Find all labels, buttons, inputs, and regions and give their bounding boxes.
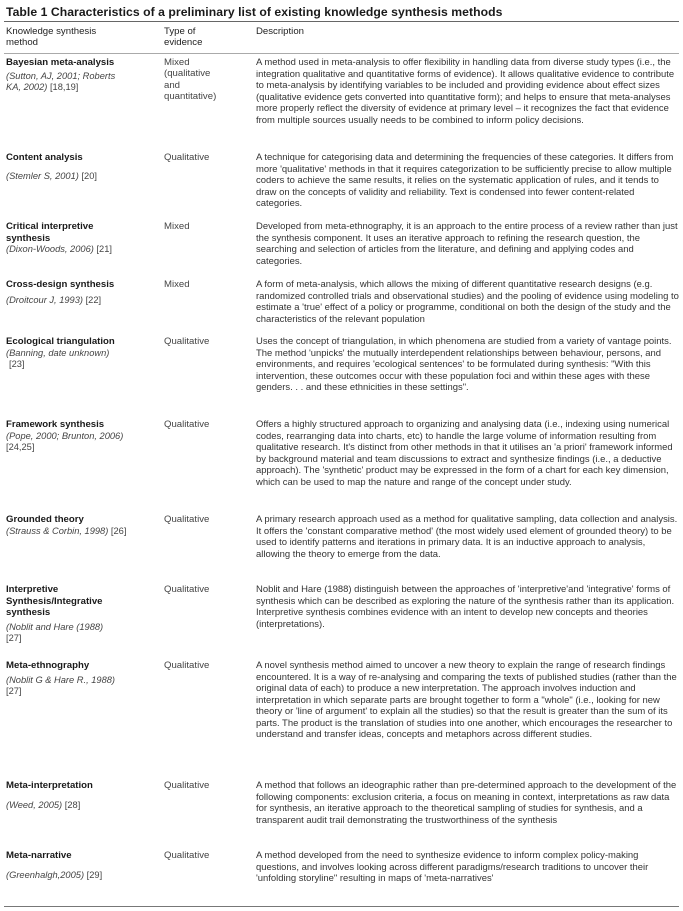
description-cell: A method developed from the need to synthesize evidence to inform complex policy-making questions, and involves looking across different paradigms/research traditions to uncover their 'unfolding storyline" resulting in maps of 'meta-narratives' bbox=[256, 850, 649, 884]
description-cell: Noblit and Hare (1988) distinguish between the approaches of 'interpretive'and 'integrative' forms of synthesis which can be described as exploring the nature of the synthesis rather than its application. Interpretive synthesis combines evidence with an intent to develop new concepts and theories (interpretations). bbox=[256, 584, 675, 630]
reference-number: [23] bbox=[9, 359, 25, 369]
bottom-rule bbox=[4, 906, 679, 907]
table-title: Table 1 Characteristics of a preliminary list of existing knowledge synthesis methods bbox=[6, 5, 503, 19]
method-cell bbox=[6, 850, 156, 881]
reference-number: [22] bbox=[85, 294, 102, 305]
description-cell: Uses the concept of triangulation, in which phenomena are studied from a variety of vantage points. The method 'unpicks' the mutually interdependent relationships between behaviour, persons, and environments, and requires 'ecological sentences' to be formulated during synthesis: "With this intervention, these outcomes occur with these population foci and within these ages with these genders. . . and these ethnicities in these settings". bbox=[256, 336, 672, 393]
method-reference bbox=[6, 870, 156, 882]
reference-number: [24,25] bbox=[6, 442, 35, 452]
method-name: Content analysis bbox=[6, 152, 83, 163]
method-name: Grounded theory bbox=[6, 514, 84, 525]
evidence-cell: Qualitative bbox=[164, 660, 210, 671]
method-name: Meta-ethnography bbox=[6, 660, 90, 671]
reference-number: [28] bbox=[64, 799, 81, 810]
reference-authors: (Noblit G & Hare R., 1988) bbox=[6, 674, 116, 685]
reference-authors: (Noblit and Hare (1988) bbox=[6, 621, 104, 632]
method-reference bbox=[6, 244, 146, 256]
method-reference bbox=[6, 348, 156, 371]
header-evidence-line2: evidence bbox=[164, 37, 203, 49]
reference-number: [27] bbox=[6, 633, 22, 643]
evidence-cell: Qualitative bbox=[164, 850, 210, 861]
method-cell bbox=[6, 279, 156, 306]
header-evidence bbox=[164, 26, 244, 49]
evidence-cell: Qualitative bbox=[164, 152, 210, 163]
evidence-cell: Mixed bbox=[164, 221, 190, 232]
header-method-line2: method bbox=[6, 37, 38, 49]
method-cell bbox=[6, 221, 146, 256]
evidence-cell: Qualitative bbox=[164, 514, 210, 525]
method-reference bbox=[6, 431, 156, 454]
method-reference bbox=[6, 622, 156, 645]
method-reference bbox=[6, 800, 156, 812]
reference-authors: (Strauss & Corbin, 1998) bbox=[6, 525, 109, 536]
evidence-cell: Mixed (qualitative and quantitative) bbox=[164, 57, 217, 103]
reference-authors: (Stemler S, 2001) bbox=[6, 170, 79, 181]
method-reference bbox=[6, 295, 156, 307]
method-cell bbox=[6, 336, 156, 371]
description-cell: A novel synthesis method aimed to uncover a new theory to explain the range of research findings encountered. It is a way of re-analysing and comparing the texts of published studies (rather than the original data of each) to produce a new interpretation. The approach involves induction and interpretation in which separate parts are brought together to form a "whole" (i.e., looking for new theory or 'line of argument' to explain all the studies) so that the result is greater than the sum of its parts. The product is the translation of studies into one another, which encourages the researcher to understand and transfer ideas, concepts and metaphors across different studies. bbox=[256, 660, 677, 740]
method-reference bbox=[6, 171, 156, 183]
method-reference bbox=[6, 526, 156, 538]
method-name: Framework synthesis bbox=[6, 419, 105, 430]
method-reference bbox=[6, 71, 124, 94]
method-cell bbox=[6, 152, 156, 182]
method-name: Cross-design synthesis bbox=[6, 279, 115, 290]
description-cell: A method used in meta-analysis to offer flexibility in handling data from diverse study types (i.e., the integration qualitative and quantitative forms of evidence). It allows qualitative evidence to contribute to meta-analysis by identifying variables to be included and providing evidence about effect sizes (qualitative evidence gets converted into quantitative form); and helps to ensure that meta-analyses more properly reflect the diversity of evidence at primary level – it recognizes the fact that evidence from multiple sources usually needs to be combined to inform policy decisions. bbox=[256, 57, 675, 126]
reference-number: [26] bbox=[110, 525, 127, 536]
reference-authors: (Droitcour J, 1993) bbox=[6, 294, 83, 305]
method-cell bbox=[6, 584, 156, 645]
reference-authors: (Weed, 2005) bbox=[6, 799, 63, 810]
header-method bbox=[6, 26, 146, 49]
method-name: Interpretive Synthesis/Integrative synthesis bbox=[6, 584, 103, 618]
reference-authors: (Banning, date unknown) bbox=[6, 347, 110, 358]
reference-number: [20] bbox=[81, 170, 97, 181]
method-name: Bayesian meta-analysis bbox=[6, 57, 115, 68]
header-description: Description bbox=[256, 26, 304, 37]
description-cell: A technique for categorising data and determining the frequencies of these categories. It differs from more 'qualitative' methods in that it requires categorization to be sufficiently precise to allow multiple coders to achieve the same results, it relies on the systematic application of rules, and it tends to draw on the concepts of validity and reliability. Text is condensed into fewer content-related categories. bbox=[256, 152, 674, 209]
evidence-cell: Mixed bbox=[164, 279, 190, 290]
reference-authors: (Greenhalgh,2005) bbox=[6, 869, 85, 880]
method-reference bbox=[6, 675, 156, 698]
top-rule bbox=[4, 21, 679, 22]
reference-authors: (Dixon-Woods, 2006) bbox=[6, 244, 94, 254]
reference-authors: (Pope, 2000; Brunton, 2006) bbox=[6, 430, 124, 441]
evidence-cell: Qualitative bbox=[164, 780, 210, 791]
evidence-cell: Qualitative bbox=[164, 584, 210, 595]
description-cell: A primary research approach used as a method for qualitative sampling, data collection and analysis. It offers the 'constant comparative method' (the most widely used element of grounded theory) to be used to identify patterns and iterations in primary data. It is an inductive approach to analysis, allowing the theory to emerge from the data. bbox=[256, 514, 678, 560]
header-method-line1: Knowledge synthesis bbox=[6, 26, 97, 37]
method-cell bbox=[6, 660, 156, 698]
method-name: Ecological triangulation bbox=[6, 336, 115, 347]
description-cell: A method that follows an ideographic rather than pre-determined approach to the development of the following components: exclusion criteria, a focus on meaning in context, interpretations as raw data for synthesis, an iterative approach to the theoretical sampling of studies for synthesis, and a transparent audit trail demonstrating the trustworthiness of the synthesis bbox=[256, 780, 677, 826]
reference-number: [27] bbox=[6, 686, 22, 696]
description-cell: Offers a highly structured approach to organizing and analysing data (i.e., indexing using numerical codes, rearranging data into charts, etc) to handle the large volume of information resulting from qualitative research. It's distinct from other methods in that it utilises an 'a priori' framework informed by background material and team discussions to extract and synthesize findings (i.e., a deductive approach). The 'synthetic' product may be expressed in the form of a chart for each key dimension, which can be used to map the nature and range of the concept under study. bbox=[256, 419, 673, 488]
method-cell bbox=[6, 514, 156, 537]
method-cell bbox=[6, 780, 156, 811]
reference-number: [29] bbox=[86, 869, 103, 880]
header-rule bbox=[4, 53, 679, 54]
reference-authors: (Sutton, AJ, 2001; Roberts KA, 2002) bbox=[6, 70, 116, 92]
reference-number: [21] bbox=[96, 244, 112, 254]
method-name: Critical interpretive synthesis bbox=[6, 221, 94, 244]
method-cell bbox=[6, 419, 156, 454]
description-cell: A form of meta-analysis, which allows the mixing of different quantitative research designs (e.g. randomized controlled trials and observational studies) and the pooling of evidence using modeling to estimate a 'true' effect of a policy or programme, conditional on both the design of the study and the characteristics of the relevant population bbox=[256, 279, 679, 325]
header-evidence-line1: Type of bbox=[164, 26, 196, 37]
method-name: Meta-interpretation bbox=[6, 780, 93, 791]
description-cell: Developed from meta-ethnography, it is an approach to the entire process of a review rather than just the synthesis component. It uses an iterative approach to refining the research question, the searching and selection of articles from the literature, and defining and applying codes and categories. bbox=[256, 221, 678, 267]
evidence-cell: Qualitative bbox=[164, 419, 210, 430]
method-name: Meta-narrative bbox=[6, 850, 72, 861]
evidence-cell: Qualitative bbox=[164, 336, 210, 347]
method-cell bbox=[6, 57, 156, 94]
reference-number: [18,19] bbox=[49, 82, 79, 92]
